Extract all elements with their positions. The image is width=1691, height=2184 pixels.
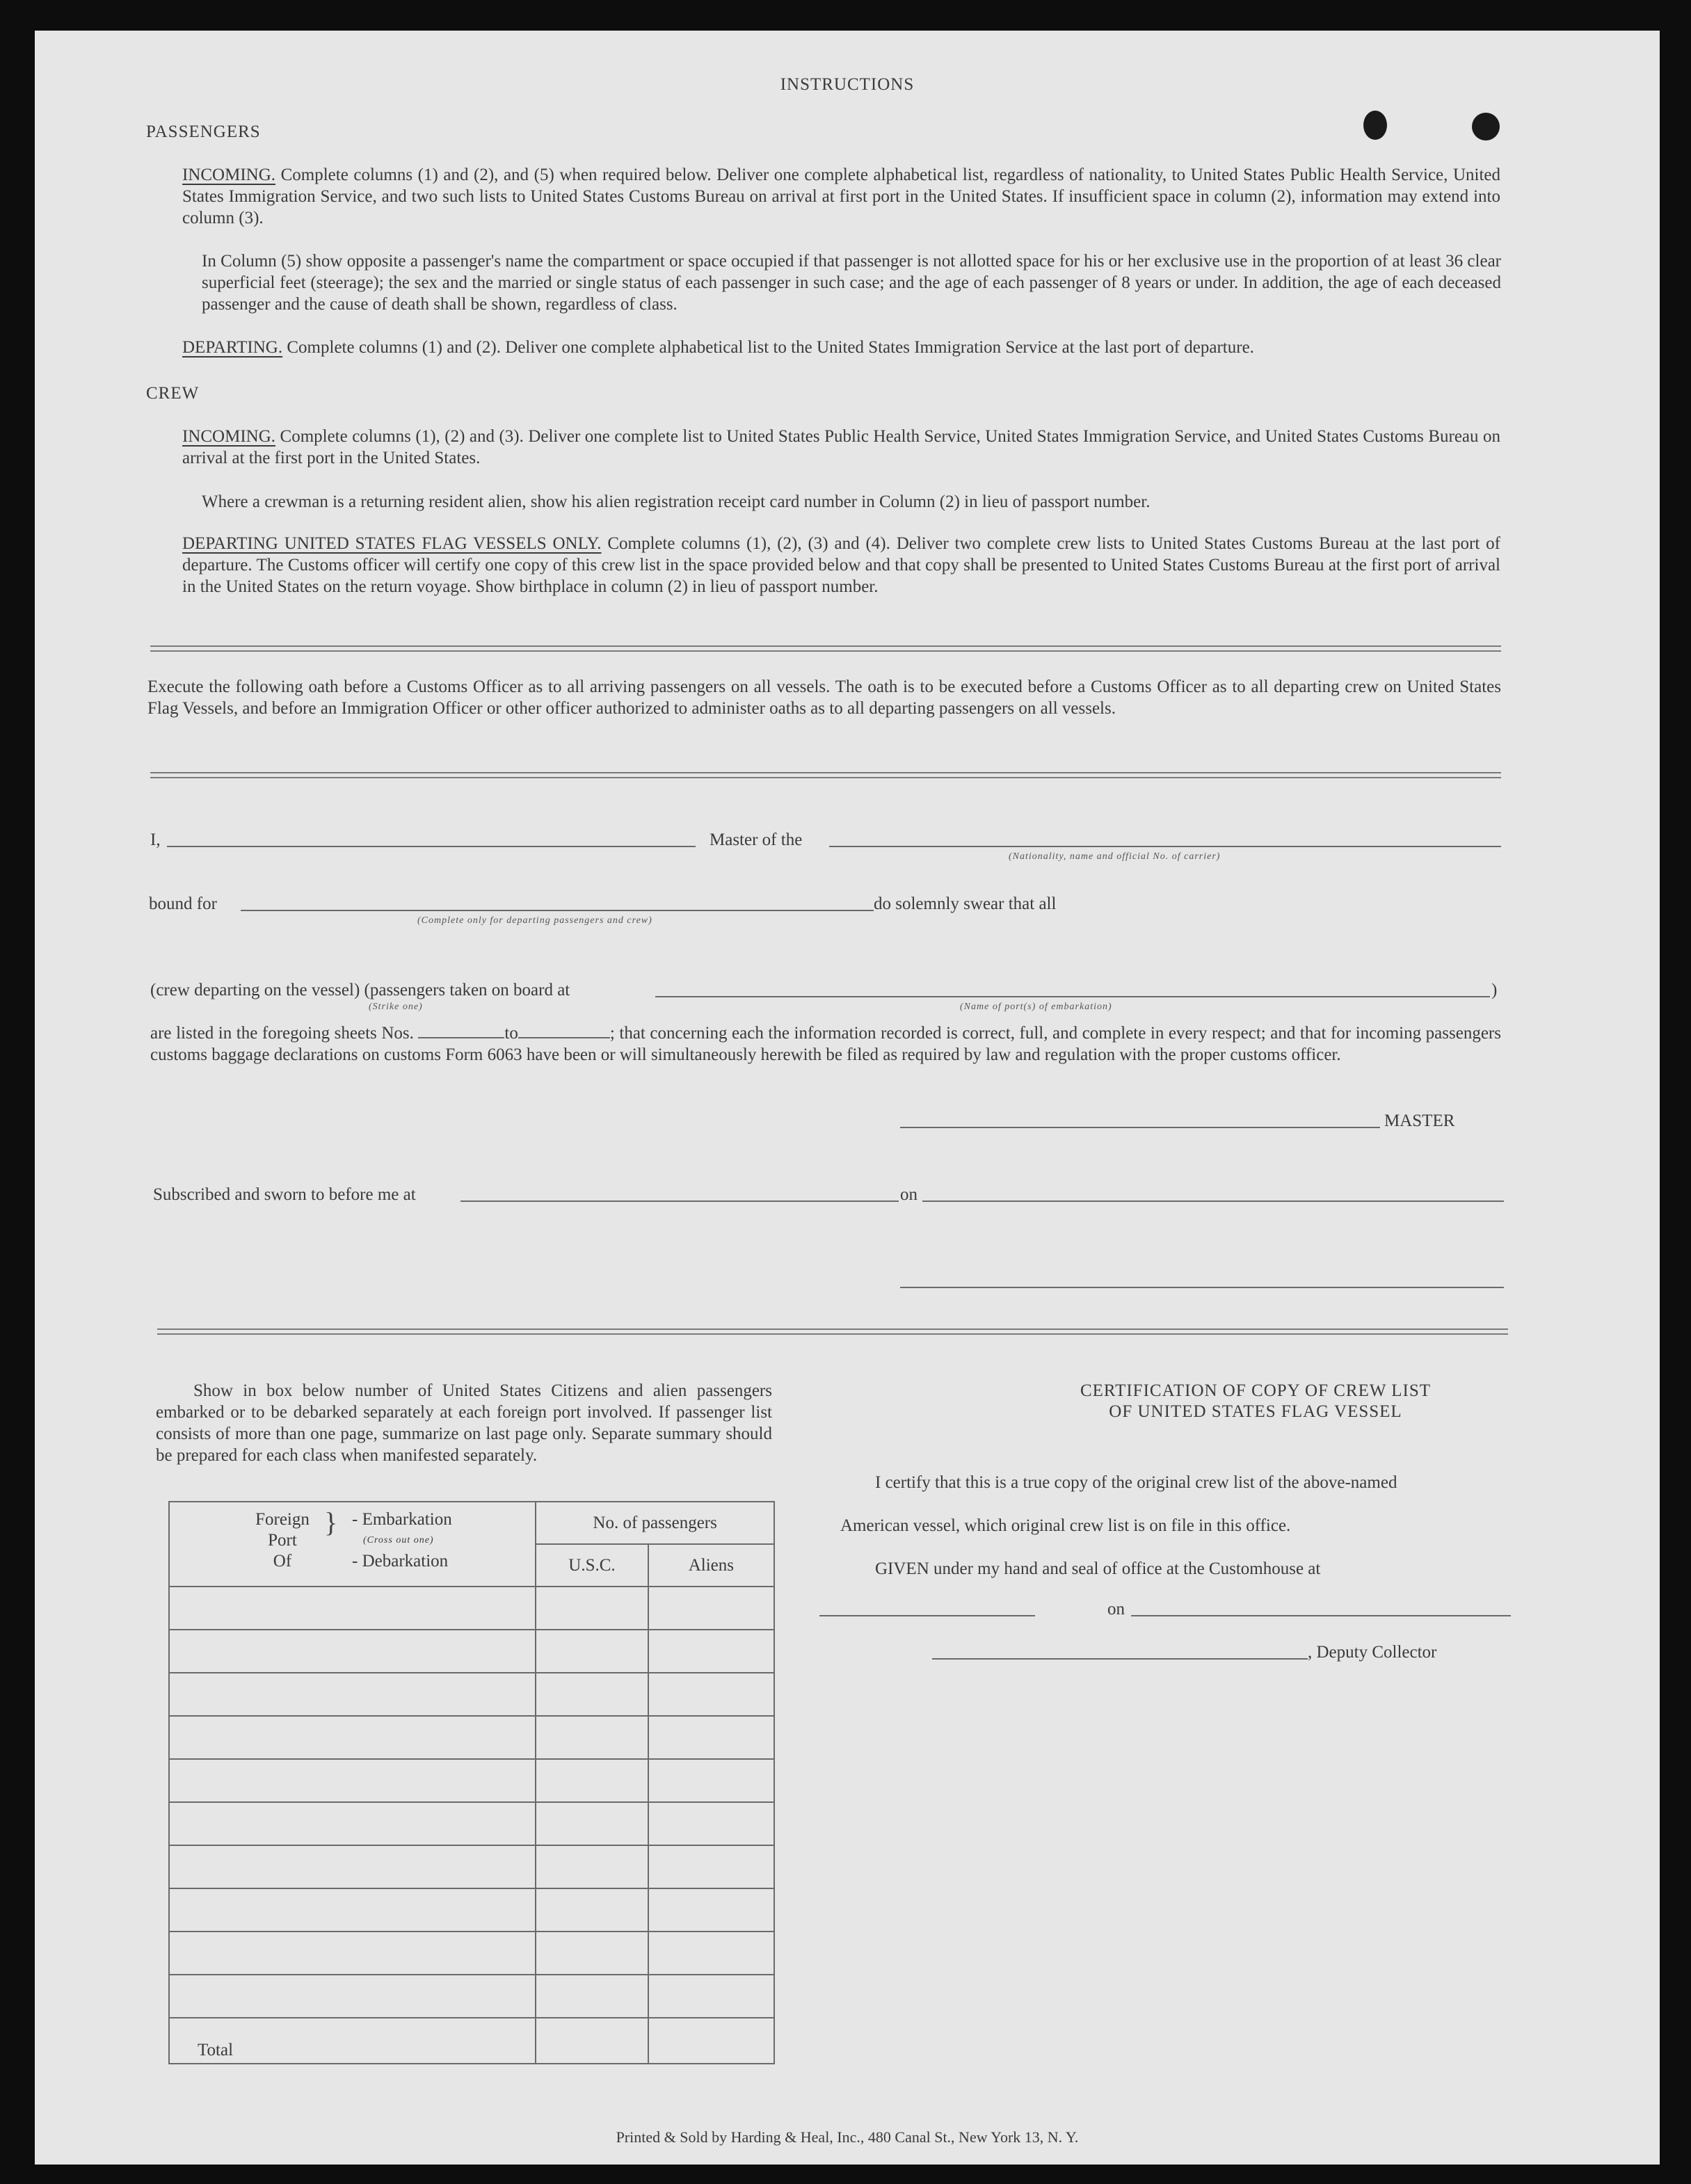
- passengers-departing-paragraph: [182, 337, 1254, 358]
- port-caption: (Name of port(s) of embarkation): [960, 1002, 1112, 1012]
- sheet-from-field[interactable]: [418, 1023, 504, 1038]
- officer-signature-field[interactable]: [900, 1287, 1504, 1288]
- aliens-cell[interactable]: [648, 1802, 774, 1845]
- usc-cell[interactable]: [536, 1975, 648, 2018]
- oath-i-label: I,: [150, 830, 161, 849]
- crew-incoming-label: INCOMING.: [182, 427, 276, 446]
- total-label: Total: [169, 2018, 536, 2064]
- divider-summary: [157, 1328, 1508, 1335]
- certify-line1: I certify that this is a true copy of the original crew list of the above-named: [875, 1473, 1397, 1492]
- port-cell[interactable]: [169, 1587, 536, 1630]
- usc-cell[interactable]: [536, 1845, 648, 1888]
- passengers-column5-paragraph: In Column (5) show opposite a passenger's name the compartment or space occupied if that passenger is not allotted space for his or her exclusive use in the proportion of at least 36 clear superficial feet (steerage); the sex and the married or single status of each passenger in such case; and the age of each passenger of 8 years or under. In addition, the age of each deceased passenger and the cause of death shall be shown, regardless of class.: [202, 252, 1501, 314]
- brace-glyph: }: [324, 1507, 338, 1538]
- passengers-incoming-label: INCOMING.: [182, 166, 276, 184]
- port-cell[interactable]: [169, 1888, 536, 1932]
- sheet-to-field[interactable]: [518, 1023, 610, 1038]
- carrier-caption: (Nationality, name and official No. of carrier): [1009, 851, 1221, 862]
- swear-label: do solemnly swear that all: [874, 894, 1057, 913]
- crew-departing-text: Complete columns (1), (2), (3) and (4). Deliver two complete crew lists to United States Customs Bureau at the last port of departure. The Customs officer will certify one copy of this crew list in the space provided below and that copy shall be presented to United States Customs Bureau at the first port of arrival in the United States on the return voyage. Show birthplace in column (2) in lieu of passport number.: [182, 534, 1500, 596]
- close-paren: ): [1491, 981, 1498, 999]
- table-row: [169, 1802, 774, 1845]
- port-cell[interactable]: [169, 1716, 536, 1759]
- passengers-incoming-paragraph: [182, 164, 1500, 229]
- port-cell[interactable]: [169, 1630, 536, 1673]
- certification-title-line1: CERTIFICATION OF COPY OF CREW LIST: [1080, 1381, 1432, 1400]
- punch-hole-right: [1472, 113, 1500, 140]
- embarkation-label[interactable]: - Embarkation: [352, 1510, 452, 1529]
- table-row: [169, 1888, 774, 1932]
- to-label: to: [504, 1024, 518, 1043]
- certification-date-field[interactable]: [1131, 1615, 1511, 1616]
- passengers-departing-label: DEPARTING.: [182, 338, 283, 357]
- carrier-field[interactable]: [829, 846, 1501, 847]
- table-row: [169, 1630, 774, 1673]
- port-cell[interactable]: [169, 1802, 536, 1845]
- usc-cell[interactable]: [536, 1802, 648, 1845]
- aliens-total-cell[interactable]: [648, 2018, 774, 2064]
- port-cell[interactable]: [169, 1673, 536, 1716]
- usc-cell[interactable]: [536, 1932, 648, 1975]
- crew-alien-paragraph: Where a crewman is a returning resident alien, show his alien registration receipt card number in Column (2) in lieu of passport number.: [202, 492, 1151, 511]
- sworn-date-field[interactable]: [922, 1201, 1504, 1202]
- crew-departing-label: DEPARTING UNITED STATES FLAG VESSELS ONLY.: [182, 534, 602, 553]
- aliens-cell[interactable]: [648, 1975, 774, 2018]
- master-name-field[interactable]: [167, 846, 696, 847]
- port-cell[interactable]: [169, 1759, 536, 1802]
- given-text: GIVEN under my hand and seal of office at the Customhouse at: [875, 1559, 1321, 1578]
- passengers-departing-text: Complete columns (1) and (2). Deliver one complete alphabetical list to the United States Immigration Service at the last port of departure.: [287, 338, 1254, 357]
- bound-for-field[interactable]: [241, 910, 874, 911]
- table-row: [169, 1932, 774, 1975]
- master-of-label: Master of the: [710, 830, 803, 849]
- subscribed-label: Subscribed and sworn to before me at: [153, 1185, 416, 1204]
- table-row: [169, 1587, 774, 1630]
- certification-title-line2: OF UNITED STATES FLAG VESSEL: [1109, 1402, 1402, 1421]
- of-label: Of: [273, 1552, 292, 1571]
- table-row: [169, 1673, 774, 1716]
- crew-departing-paragraph: [182, 533, 1500, 597]
- crew-incoming-text: Complete columns (1), (2) and (3). Deliver one complete list to United States Public Health Service, United States Immigration Service, and United States Customs Bureau on arrival at the first port in the United States.: [182, 427, 1500, 467]
- total-row: [169, 2018, 774, 2064]
- usc-cell[interactable]: [536, 1759, 648, 1802]
- summary-instructions: Show in box below number of United States Citizens and alien passengers embarked or to be debarked separately at each foreign port involved. If passenger list consists of more than one page, summarize on last page only. Separate summary should be prepared for each class when manifested separately.: [156, 1381, 772, 1465]
- table-row: [169, 1975, 774, 2018]
- listed-paragraph: [150, 1022, 1501, 1066]
- aliens-cell[interactable]: [648, 1932, 774, 1975]
- crew-departing-label: (crew departing on the vessel) (passengers taken on board at: [150, 981, 570, 999]
- page-title: INSTRUCTIONS: [780, 75, 915, 94]
- usc-cell[interactable]: [536, 1673, 648, 1716]
- sworn-on-label: on: [900, 1185, 917, 1204]
- foreign-port-header: [169, 1502, 536, 1587]
- aliens-cell[interactable]: [648, 1845, 774, 1888]
- divider-oath: [150, 772, 1501, 778]
- listed-label: are listed in the foregoing sheets Nos.: [150, 1024, 414, 1043]
- sworn-place-field[interactable]: [460, 1201, 899, 1202]
- table-row: [169, 1716, 774, 1759]
- master-label: MASTER: [1384, 1111, 1455, 1130]
- aliens-header: Aliens: [648, 1544, 774, 1587]
- passengers-heading: PASSENGERS: [146, 122, 261, 141]
- usc-cell[interactable]: [536, 1587, 648, 1630]
- listed-text: ; that concerning each the information recorded is correct, full, and complete in every respect; and that for incoming passengers customs baggage declarations on customs Form 6063 have been or will simultaneously herewith be filed as required by law and regulation with the proper customs officer.: [150, 1024, 1501, 1064]
- port-label: Port: [268, 1531, 297, 1550]
- port-cell[interactable]: [169, 1932, 536, 1975]
- passengers-incoming-text: Complete columns (1) and (2), and (5) when required below. Deliver one complete alphabetical list, regardless of nationality, to United States Public Health Service, United States Immigration Service, and two such lists to United States Customs Bureau on arrival at first port in the United States. If insufficient space in column (2), information may extend into column (3).: [182, 166, 1500, 227]
- aliens-cell[interactable]: [648, 1759, 774, 1802]
- foreign-label: Foreign: [255, 1510, 310, 1529]
- aliens-cell[interactable]: [648, 1716, 774, 1759]
- aliens-cell[interactable]: [648, 1888, 774, 1932]
- passenger-summary-table: [168, 1501, 775, 2064]
- master-signature-field[interactable]: [900, 1127, 1380, 1128]
- divider-instructions: [150, 645, 1501, 652]
- printer-footer: Printed & Sold by Harding & Heal, Inc., 480 Canal St., New York 13, N. Y.: [616, 2128, 1079, 2146]
- certification-on-label: on: [1107, 1600, 1125, 1619]
- usc-header: U.S.C.: [536, 1544, 648, 1587]
- usc-total-cell[interactable]: [536, 2018, 648, 2064]
- crew-incoming-paragraph: [182, 426, 1500, 469]
- debarkation-label[interactable]: - Debarkation: [352, 1552, 449, 1571]
- crew-heading: CREW: [146, 384, 200, 403]
- usc-cell[interactable]: [536, 1630, 648, 1673]
- usc-cell[interactable]: [536, 1716, 648, 1759]
- bound-for-label: bound for: [149, 894, 217, 913]
- punch-hole-left: [1363, 111, 1387, 140]
- deputy-signature-field[interactable]: [932, 1658, 1308, 1660]
- port-cell[interactable]: [169, 1845, 536, 1888]
- cross-out-caption: (Cross out one): [363, 1535, 434, 1545]
- form-page: [35, 31, 1660, 2165]
- no-of-passengers-header: No. of passengers: [536, 1502, 774, 1544]
- customhouse-field[interactable]: [819, 1615, 1035, 1616]
- port-cell[interactable]: [169, 1975, 536, 2018]
- aliens-cell[interactable]: [648, 1587, 774, 1630]
- table-row: [169, 1845, 774, 1888]
- bound-caption: (Complete only for departing passengers and crew): [417, 915, 652, 926]
- strike-caption: (Strike one): [369, 1002, 423, 1012]
- aliens-cell[interactable]: [648, 1673, 774, 1716]
- oath-instructions: Execute the following oath before a Customs Officer as to all arriving passengers on all vessels. The oath is to be executed before a Customs Officer as to all departing crew on United States Flag Vessels, and before an Immigration Officer or other officer authorized to administer oaths as to all departing passengers on all vessels.: [147, 677, 1501, 718]
- table-row: [169, 1759, 774, 1802]
- aliens-cell[interactable]: [648, 1630, 774, 1673]
- embarkation-port-field[interactable]: [655, 996, 1490, 997]
- usc-cell[interactable]: [536, 1888, 648, 1932]
- deputy-collector-label: , Deputy Collector: [1308, 1643, 1437, 1662]
- certify-line2: American vessel, which original crew list is on file in this office.: [840, 1516, 1291, 1535]
